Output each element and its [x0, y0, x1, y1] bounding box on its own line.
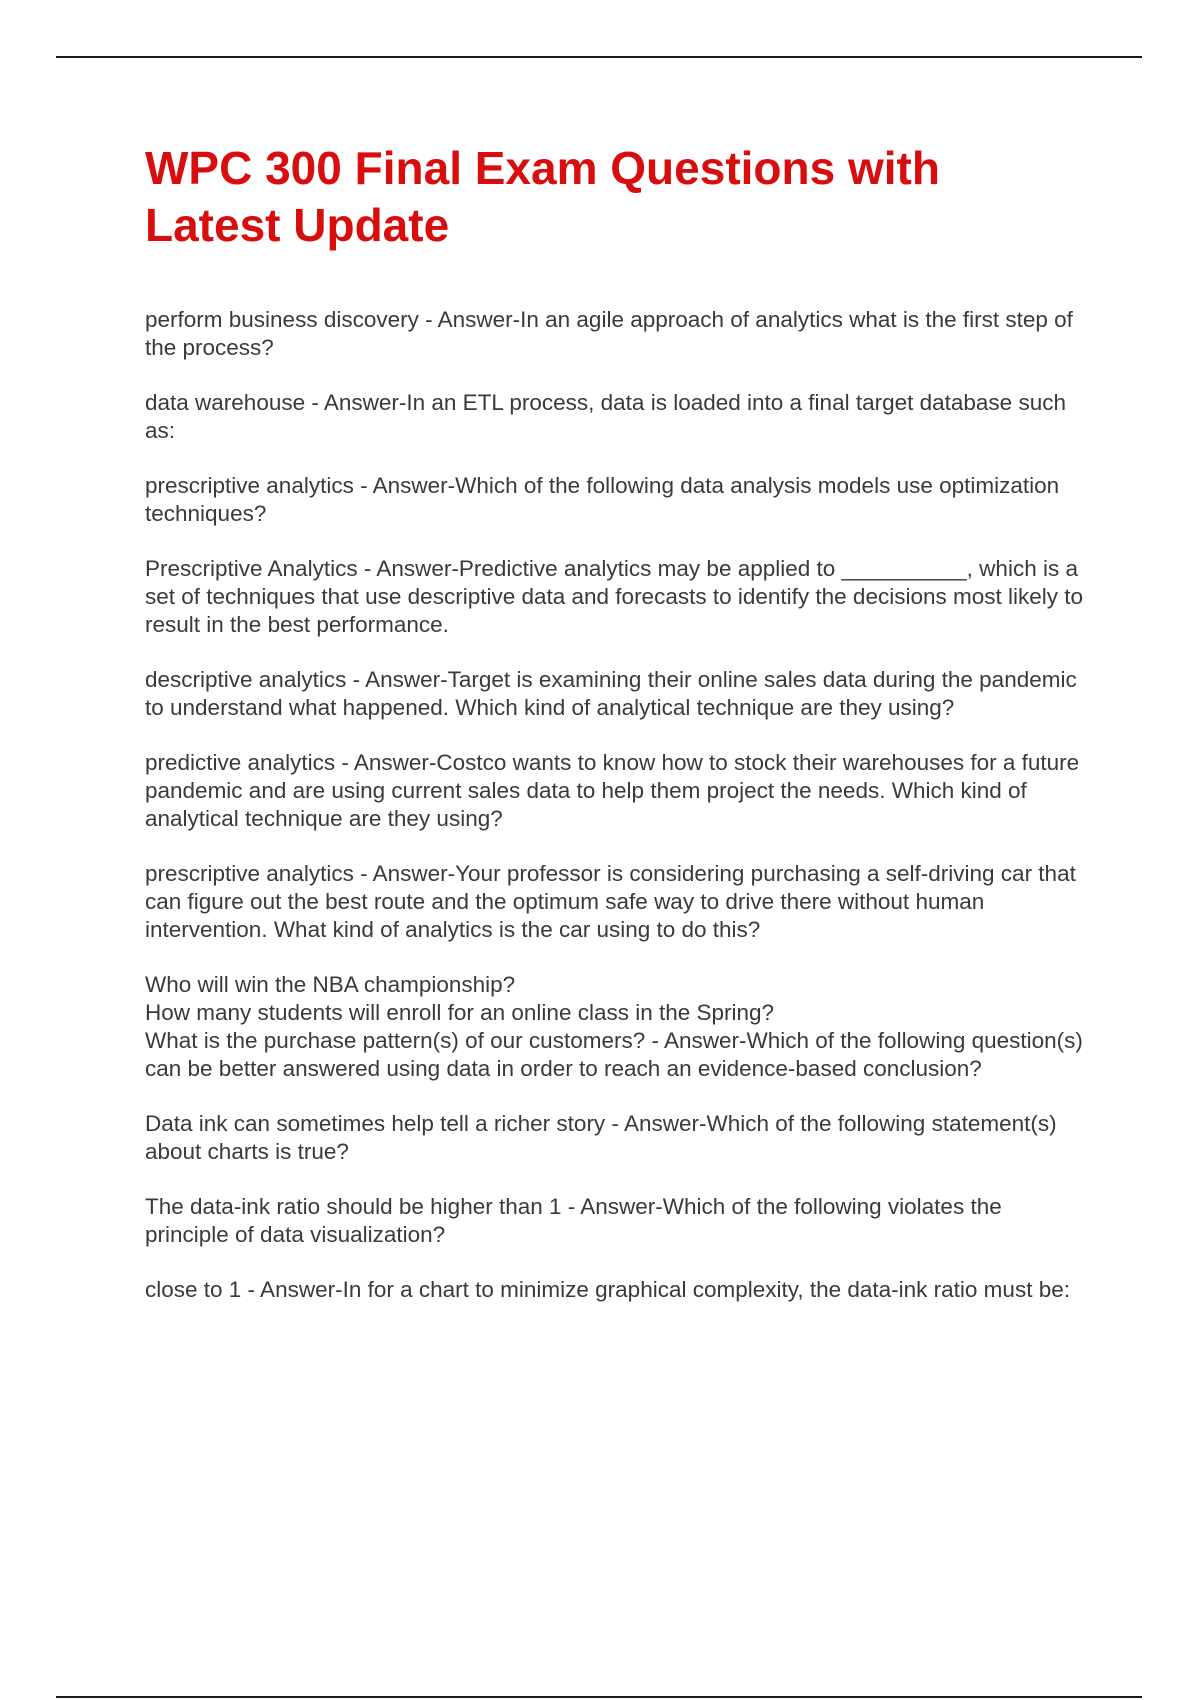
document-body [145, 140, 1090, 1331]
qa-entry-4: Prescriptive Analytics - Answer-Predictive analytics may be applied to __________, which is a set of techniques that use descriptive data and forecasts to identify the decisions most likely to result in the best performance. [145, 556, 1090, 637]
document-title: WPC 300 Final Exam Questions with Latest Update [145, 142, 940, 251]
qa-entry-5: descriptive analytics - Answer-Target is examining their online sales data during the pandemic to understand what happened. Which kind of analytical technique are they using? [145, 667, 1083, 720]
qa-entry-2: data warehouse - Answer-In an ETL process, data is loaded into a final target database such as: [145, 390, 1073, 443]
qa-entry-10: The data-ink ratio should be higher than 1 - Answer-Which of the following violates the principle of data visualization? [145, 1194, 1008, 1247]
qa-entry-8: Who will win the NBA championship? How many students will enroll for an online class in the Spring? What is the purchase pattern(s) of our customers? - Answer-Which of the following question(s) can be better answered using data in order to reach an evidence-based conclusion? [145, 972, 1083, 1081]
qa-entry-7: prescriptive analytics - Answer-Your professor is considering purchasing a self-driving car that can figure out the best route and the optimum safe way to drive there without human intervention. What kind of analytics is the car using to do this? [145, 861, 1083, 942]
qa-entry-3: prescriptive analytics - Answer-Which of the following data analysis models use optimization techniques? [145, 473, 1066, 526]
qa-entry-9: Data ink can sometimes help tell a richer story - Answer-Which of the following statement(s) about charts is true? [145, 1111, 1063, 1164]
bottom-rule [56, 1696, 1142, 1698]
qa-entry-6: predictive analytics - Answer-Costco wants to know how to stock their warehouses for a future pandemic and are using current sales data to help them project the needs. Which kind of analytical technique are they using? [145, 750, 1086, 831]
top-rule [56, 56, 1142, 58]
qa-entry-11: close to 1 - Answer-In for a chart to minimize graphical complexity, the data-ink ratio must be: [145, 1277, 1070, 1302]
qa-entry-1: perform business discovery - Answer-In an agile approach of analytics what is the first step of the process? [145, 307, 1080, 360]
